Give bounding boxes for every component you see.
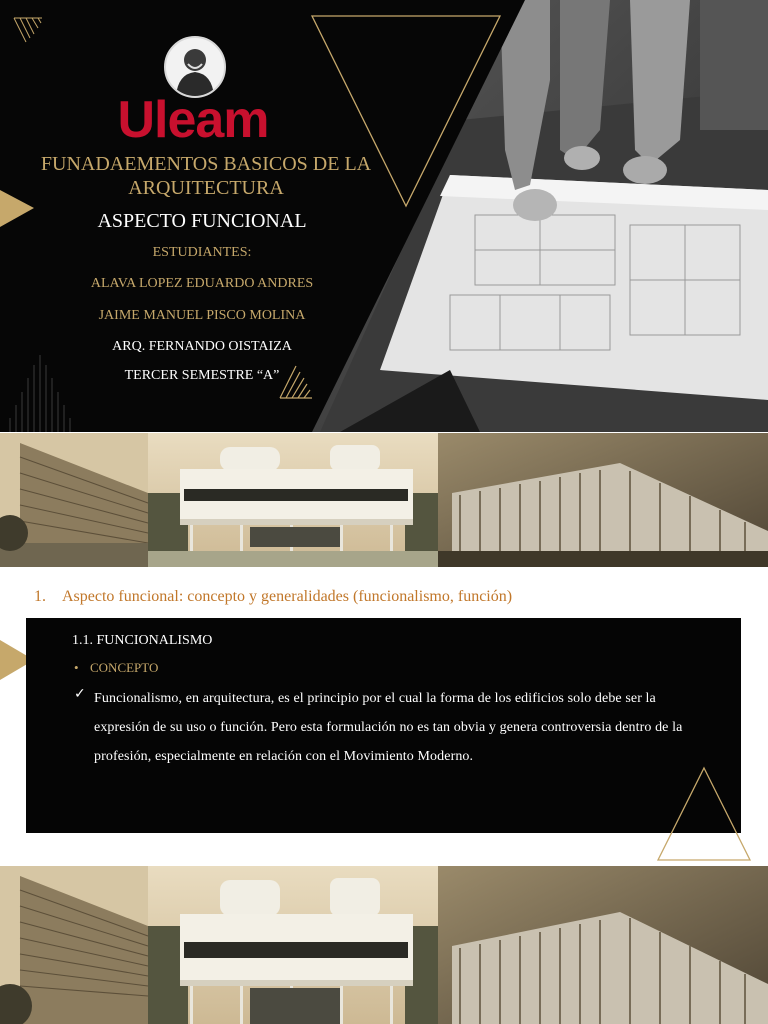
- gold-outline-triangle: [656, 766, 752, 862]
- student-name: JAIME MANUEL PISCO MOLINA: [98, 308, 306, 323]
- title-line-2: ARQUITECTURA: [128, 177, 284, 199]
- teacher-name: ARQ. FERNANDO OISTAIZA: [112, 339, 292, 354]
- bullet-item: [74, 660, 158, 676]
- slide-title: [6, 152, 406, 200]
- bullet-dot: •: [74, 660, 79, 675]
- students-label: ESTUDIANTES:: [152, 245, 252, 260]
- section-heading-text: Aspecto funcional: concepto y generalidades (funcionalismo, función): [62, 588, 513, 605]
- architecture-banner: [0, 433, 768, 567]
- section-heading: [34, 588, 512, 606]
- logo-emblem: [164, 36, 226, 98]
- section-number: 1.: [34, 588, 46, 605]
- student-name: ALAVA LOPEZ EDUARDO ANDRES: [90, 276, 314, 291]
- slide-subtitle: ASPECTO FUNCIONAL: [97, 210, 307, 232]
- uleam-logo: Uleam: [117, 91, 269, 149]
- body-paragraph: Funcionalismo, en arquitectura, es el principio por el cual la forma de los edificios solo debe ser la expresión de su uso o función. Pero esta formulación no es tan obvia y genera controversia dentro de la profesión, especialmente en relación con el Movimiento Moderno.: [94, 691, 683, 764]
- title-line-1: FUNADAEMENTOS BASICOS DE LA: [40, 153, 372, 175]
- semester-label: TERCER SEMESTRE “A”: [124, 368, 280, 383]
- title-slide: [0, 0, 768, 432]
- architecture-banner: [0, 866, 768, 1024]
- subsection-heading: 1.1. FUNCIONALISMO: [72, 633, 213, 648]
- check-icon: ✓: [74, 686, 86, 702]
- content-box: [26, 618, 741, 833]
- bullet-label: CONCEPTO: [90, 660, 159, 675]
